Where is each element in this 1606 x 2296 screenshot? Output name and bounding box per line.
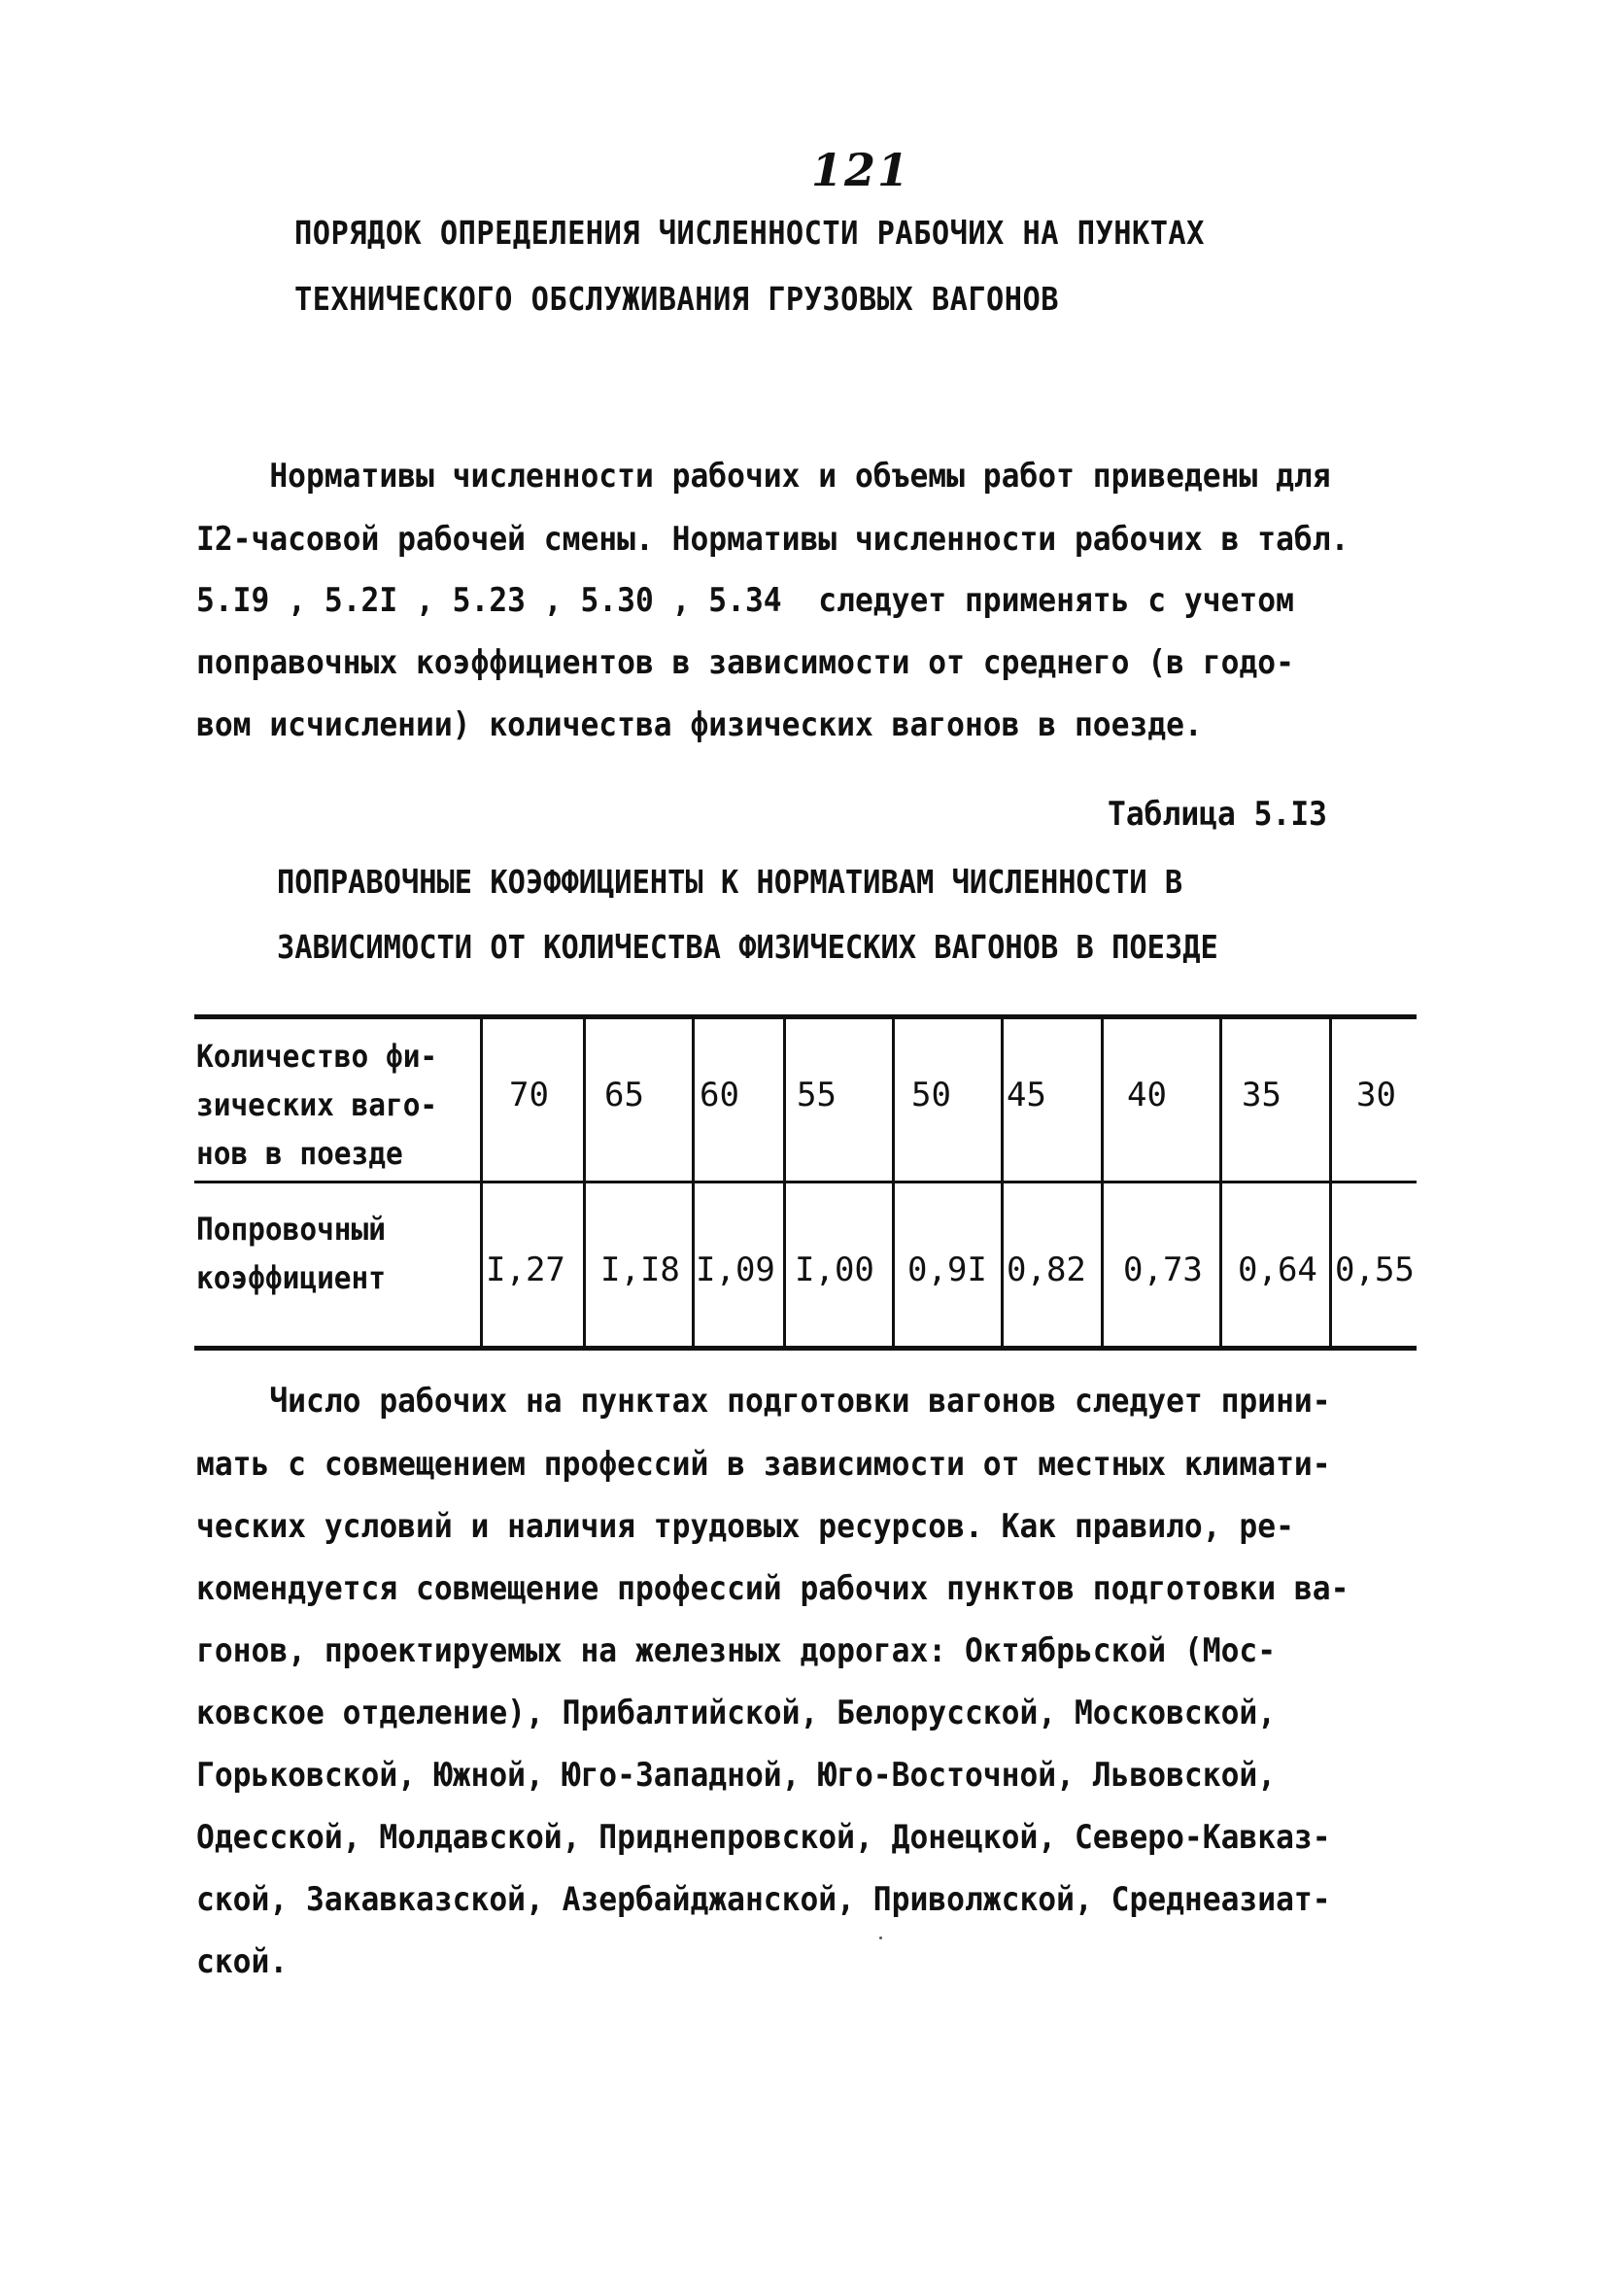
table-cell-coefficient: 0,82 <box>1007 1251 1086 1289</box>
column-divider <box>480 1019 483 1346</box>
table-top-rule <box>194 1014 1417 1019</box>
table-cell-coefficient: I,00 <box>795 1251 874 1289</box>
table-cell-wagons: 55 <box>797 1076 837 1114</box>
table-cell-coefficient: I,09 <box>696 1251 775 1289</box>
table-cell-wagons: 50 <box>911 1076 951 1114</box>
table-cell-wagons: 30 <box>1356 1076 1396 1114</box>
paragraph-line: Число рабочих на пунктах подготовки вагонов следует прини- <box>196 1382 1331 1421</box>
table-cell-wagons: 60 <box>700 1076 739 1114</box>
column-divider <box>583 1019 586 1346</box>
table-title-line-2: ЗАВИСИМОСТИ ОТ КОЛИЧЕСТВА ФИЗИЧЕСКИХ ВАГОНОВ В ПОЕЗДЕ <box>277 928 1218 966</box>
row-header-line: Количество фи- <box>196 1038 438 1075</box>
paragraph-line: Одесской, Молдавской, Приднепровской, Донецкой, Северо-Кавказ- <box>196 1818 1331 1857</box>
paragraph-line: гонов, проектируемых на железных дорогах: Октябрьской (Мос- <box>196 1631 1277 1670</box>
paragraph-line: поправочных коэффициентов в зависимости от среднего (в годо- <box>196 643 1294 682</box>
paragraph-line: ской. <box>196 1942 289 1981</box>
row-header-coefficient <box>196 1205 386 1302</box>
paragraph-line: комендуется совмещение профессий рабочих пунктов подготовки ва- <box>196 1569 1350 1608</box>
table-title-line-1: ПОПРАВОЧНЫЕ КОЭФФИЦИЕНТЫ К НОРМАТИВАМ ЧИСЛЕННОСТИ В <box>277 863 1183 901</box>
column-divider <box>783 1019 786 1346</box>
column-divider <box>1219 1019 1222 1346</box>
table-row-divider <box>194 1181 1417 1183</box>
paragraph-line: Горьковской, Южной, Юго-Западной, Юго-Восточной, Львовской, <box>196 1756 1277 1795</box>
paragraph-line: Нормативы численности рабочих и объемы работ приведены для <box>196 457 1331 496</box>
table-caption: Таблица 5.I3 <box>1108 795 1327 834</box>
scan-speck <box>879 1936 882 1939</box>
table-cell-wagons: 45 <box>1007 1076 1046 1114</box>
paragraph-line: ковское отделение), Прибалтийской, Белорусской, Московской, <box>196 1694 1277 1732</box>
row-header-line: коэффициент <box>196 1259 386 1296</box>
table-cell-coefficient: 0,9I <box>907 1251 987 1289</box>
row-header-wagon-count <box>196 1032 437 1178</box>
paragraph-line: ческих условий и наличия трудовых ресурсов. Как правило, ре- <box>196 1507 1294 1546</box>
column-divider <box>1329 1019 1332 1346</box>
table-cell-coefficient: 0,55 <box>1335 1251 1415 1289</box>
table-cell-coefficient: I,27 <box>486 1251 565 1289</box>
row-header-line: нов в поезде <box>196 1135 403 1172</box>
row-header-line: Попровочный <box>196 1211 386 1248</box>
column-divider <box>692 1019 695 1346</box>
row-header-line: зических ваго- <box>196 1086 438 1123</box>
paragraph-line: ской, Закавказской, Азербайджанской, Приволжской, Среднеазиат- <box>196 1880 1331 1919</box>
table-cell-wagons: 40 <box>1127 1076 1167 1114</box>
paragraph-line: вом исчислении) количества физических вагонов в поезде. <box>196 705 1203 744</box>
paragraph-line: мать с совмещением профессий в зависимости от местных климати- <box>196 1445 1331 1484</box>
table-cell-wagons: 65 <box>604 1076 644 1114</box>
heading-line-1: ПОРЯДОК ОПРЕДЕЛЕНИЯ ЧИСЛЕННОСТИ РАБОЧИХ НА ПУНКТАХ <box>294 214 1205 252</box>
page-number: 121 <box>811 144 911 196</box>
table-cell-coefficient: I,I8 <box>600 1251 680 1289</box>
paragraph-line: 5.I9 , 5.2I , 5.23 , 5.30 , 5.34 следует применять с учетом <box>196 581 1294 620</box>
column-divider <box>892 1019 895 1346</box>
column-divider <box>1101 1019 1104 1346</box>
table-cell-wagons: 35 <box>1242 1076 1281 1114</box>
table-bottom-rule <box>194 1346 1417 1351</box>
paragraph-line: I2-часовой рабочей смены. Нормативы численности рабочих в табл. <box>196 520 1350 559</box>
table-cell-coefficient: 0,73 <box>1123 1251 1203 1289</box>
column-divider <box>1001 1019 1004 1346</box>
table-cell-wagons: 70 <box>509 1076 549 1114</box>
table-cell-coefficient: 0,64 <box>1238 1251 1317 1289</box>
heading-line-2: ТЕХНИЧЕСКОГО ОБСЛУЖИВАНИЯ ГРУЗОВЫХ ВАГОНОВ <box>294 280 1060 318</box>
